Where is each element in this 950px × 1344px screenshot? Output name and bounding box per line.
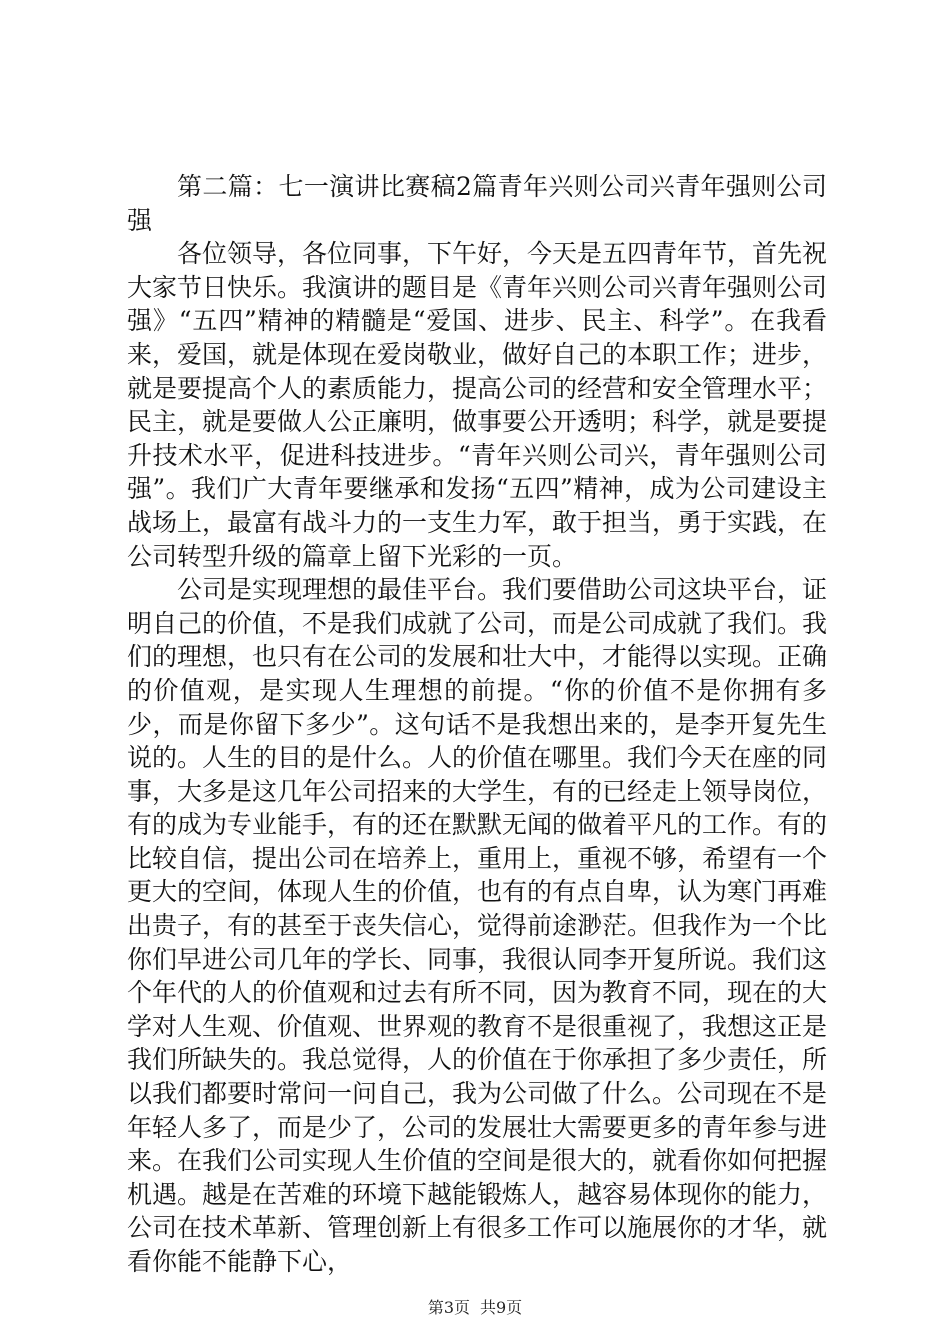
document-heading: 第二篇：七一演讲比赛稿2篇青年兴则公司兴青年强则公司强 xyxy=(127,172,827,235)
document-body xyxy=(127,170,827,1279)
page-number-current: 第3页 xyxy=(427,1298,470,1317)
page-number-total: 共9页 xyxy=(480,1298,523,1317)
page-footer xyxy=(0,1298,950,1318)
paragraph-2: 公司是实现理想的最佳平台。我们要借助公司这块平台，证明自己的价值，不是我们成就了公司，而是公司成就了我们。我们的理想，也只有在公司的发展和壮大中，才能得以实现。正确的价值观，是实现人生理想的前提。“你的价值不是你拥有多少，而是你留下多少”。这句话不是我想出来的，是李开复先生说的。人生的目的是什么。人的价值在哪里。我们今天在座的同事，大多是这几年公司招来的大学生，有的已经走上领导岗位，有的成为专业能手，有的还在默默无闻的做着平凡的工作。有的比较自信，提出公司在培养上，重用上，重视不够，希望有一个更大的空间，体现人生的价值，也有的有点自卑，认为寒门再难出贵子，有的甚至于丧失信心，觉得前途渺茫。但我作为一个比你们早进公司几年的学长、同事，我很认同李开复所说。我们这个年代的人的价值观和过去有所不同，因为教育不同，现在的大学对人生观、价值观、世界观的教育不是很重视了，我想这正是我们所缺失的。我总觉得，人的价值在于你承担了多少责任，所以我们都要时常问一问自己，我为公司做了什么。公司现在不是年轻人多了，而是少了，公司的发展壮大需要更多的青年参与进来。在我们公司实现人生价值的空间是很大的，就看你如何把握机遇。越是在苦难的环境下越能锻炼人，越容易体现你的能力，公司在技术革新、管理创新上有很多工作可以施展你的才华，就看你能不能静下心， xyxy=(127,575,828,1276)
paragraph-1: 各位领导，各位同事，下午好，今天是五四青年节，首先祝大家节日快乐。我演讲的题目是《青年兴则公司兴青年强则公司强》“五四”精神的精髓是“爱国、进步、民主、科学”。在我看来，爱国，就是体现在爱岗敬业，做好自己的本职工作；进步，就是要提高个人的素质能力，提高公司的经营和安全管理水平；民主，就是要做人公正廉明，做事要公开透明；科学，就是要提升技术水平，促进科技进步。“青年兴则公司兴，青年强则公司强”。我们广大青年要继承和发扬“五四”精神，成为公司建设主战场上，最富有战斗力的一支生力军，敢于担当，勇于实践，在公司转型升级的篇章上留下光彩的一页。 xyxy=(127,239,828,571)
